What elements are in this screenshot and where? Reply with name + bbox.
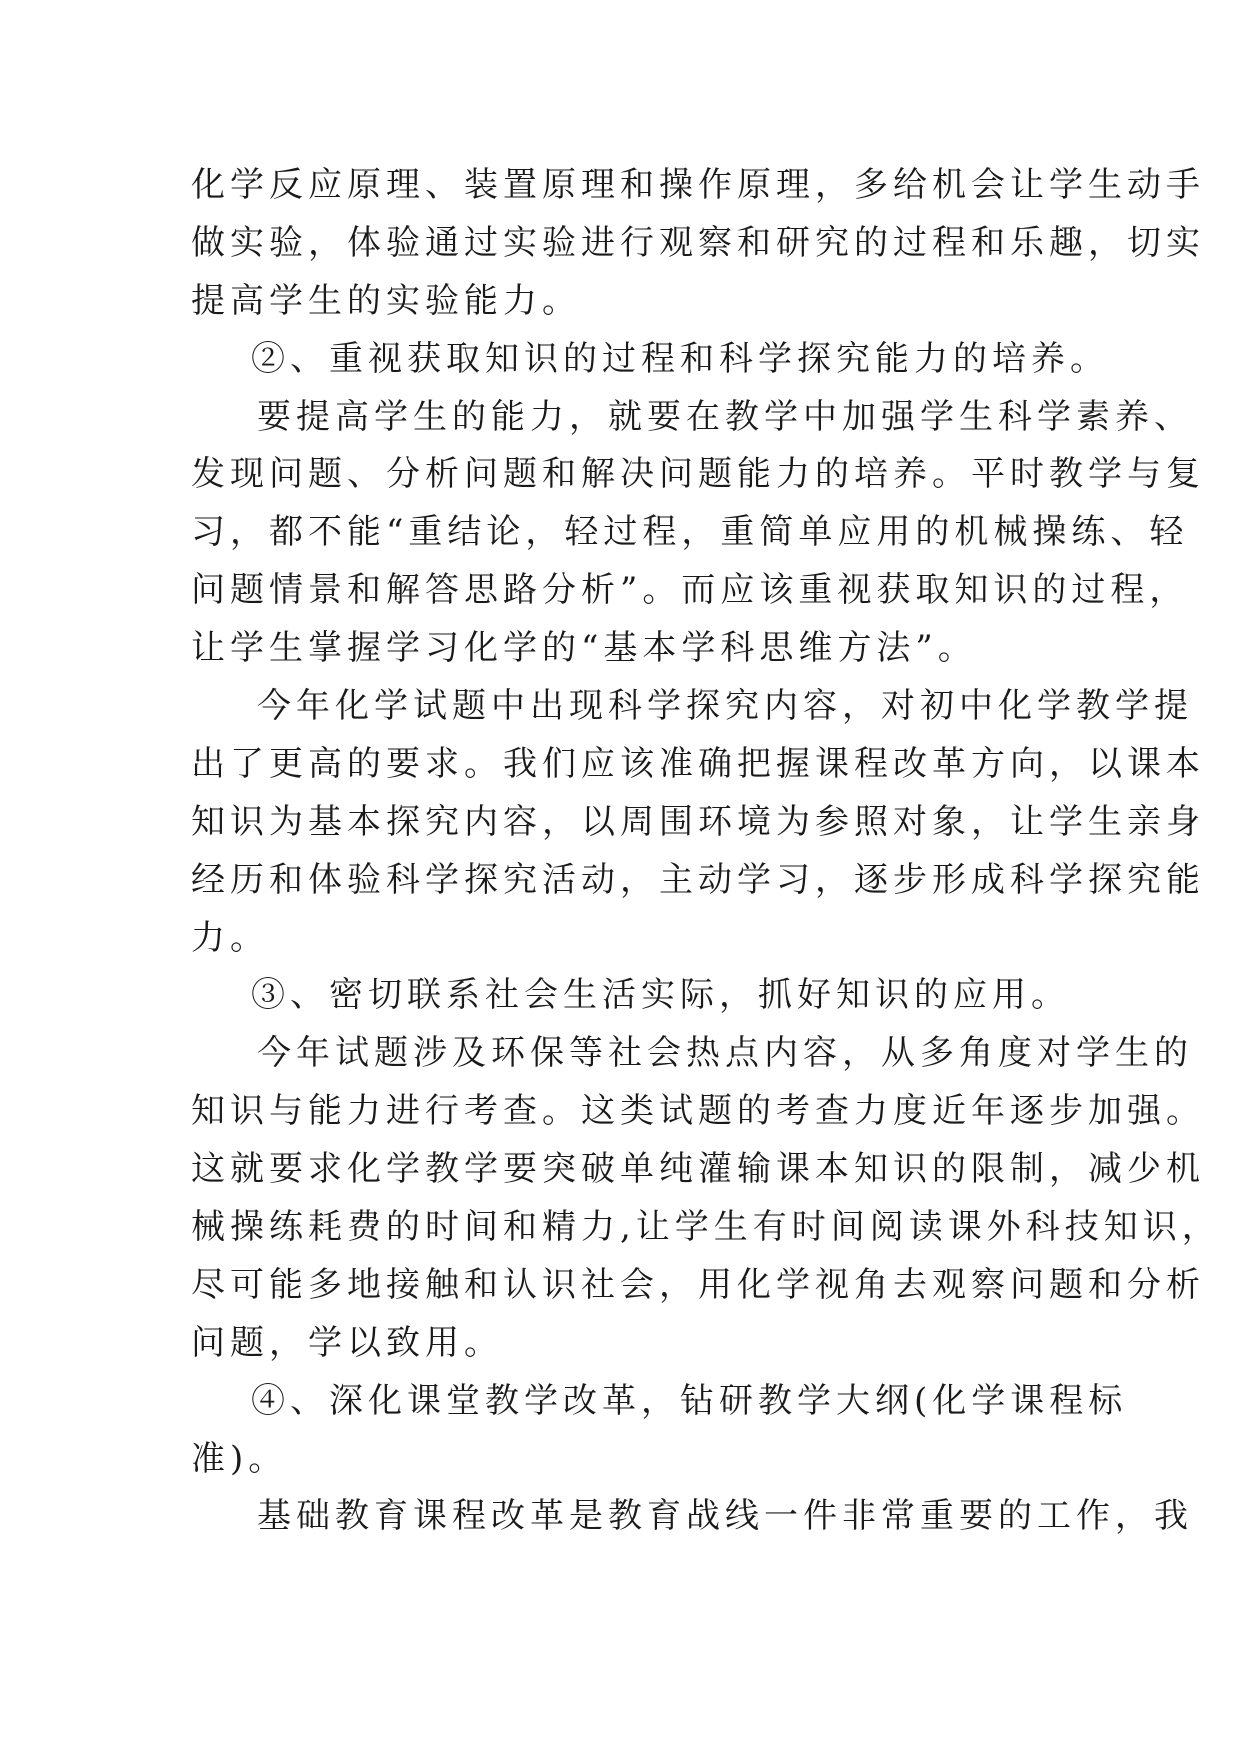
text-line: 尽可能多地接触和认识社会，用化学视角去观察问题和分析 bbox=[191, 1264, 1205, 1305]
text-line: 这就要求化学教学要突破单纯灌输课本知识的限制，减少机 bbox=[191, 1149, 1205, 1190]
text-line: 基础教育课程改革是教育战线一件非常重要的工作，我 bbox=[257, 1496, 1193, 1537]
text-line: 出了更高的要求。我们应该准确把握课程改革方向，以课本 bbox=[191, 743, 1205, 784]
text-line: 做实验，体验通过实验进行观察和研究的过程和乐趣，切实 bbox=[191, 222, 1205, 263]
text-line: 要提高学生的能力，就要在教学中加强学生科学素养、 bbox=[257, 396, 1193, 437]
text-line: 问题情景和解答思路分析”。而应该重视获取知识的过程， bbox=[191, 570, 1189, 611]
section-heading-line: ②、重视获取知识的过程和科学探究能力的培养。 bbox=[251, 338, 1109, 379]
text-line: 械操练耗费的时间和精力,让学生有时间阅读课外科技知识， bbox=[191, 1207, 1221, 1248]
section-heading-line: ③、密切联系社会生活实际，抓好知识的应用。 bbox=[251, 975, 1070, 1016]
section-heading-line: ④、深化课堂教学改革，钻研教学大纲(化学课程标 bbox=[251, 1380, 1128, 1421]
text-line: 让学生掌握学习化学的“基本学科思维方法”。 bbox=[191, 628, 977, 669]
text-line: 发现问题、分析问题和解决问题能力的培养。平时教学与复 bbox=[191, 454, 1205, 495]
text-line: 知识为基本探究内容，以周围环境为参照对象，让学生亲身 bbox=[191, 801, 1205, 842]
text-line: 知识与能力进行考查。这类试题的考查力度近年逐步加强。 bbox=[191, 1091, 1205, 1132]
text-line: 经历和体验科学探究活动，主动学习，逐步形成科学探究能 bbox=[191, 859, 1205, 900]
text-line: 今年试题涉及环保等社会热点内容，从多角度对学生的 bbox=[257, 1033, 1193, 1074]
text-line: 今年化学试题中出现科学探究内容，对初中化学教学提 bbox=[257, 686, 1193, 727]
document-body-text bbox=[191, 157, 1221, 1546]
text-line: 化学反应原理、装置原理和操作原理，多给机会让学生动手 bbox=[191, 165, 1205, 205]
text-line: 习，都不能“重结论，轻过程，重简单应用的机械操练、轻 bbox=[191, 512, 1189, 553]
text-line: 准)。 bbox=[191, 1438, 288, 1479]
text-line: 提高学生的实验能力。 bbox=[191, 280, 581, 321]
text-line: 力。 bbox=[191, 917, 269, 958]
text-line: 问题，学以致用。 bbox=[191, 1322, 503, 1363]
